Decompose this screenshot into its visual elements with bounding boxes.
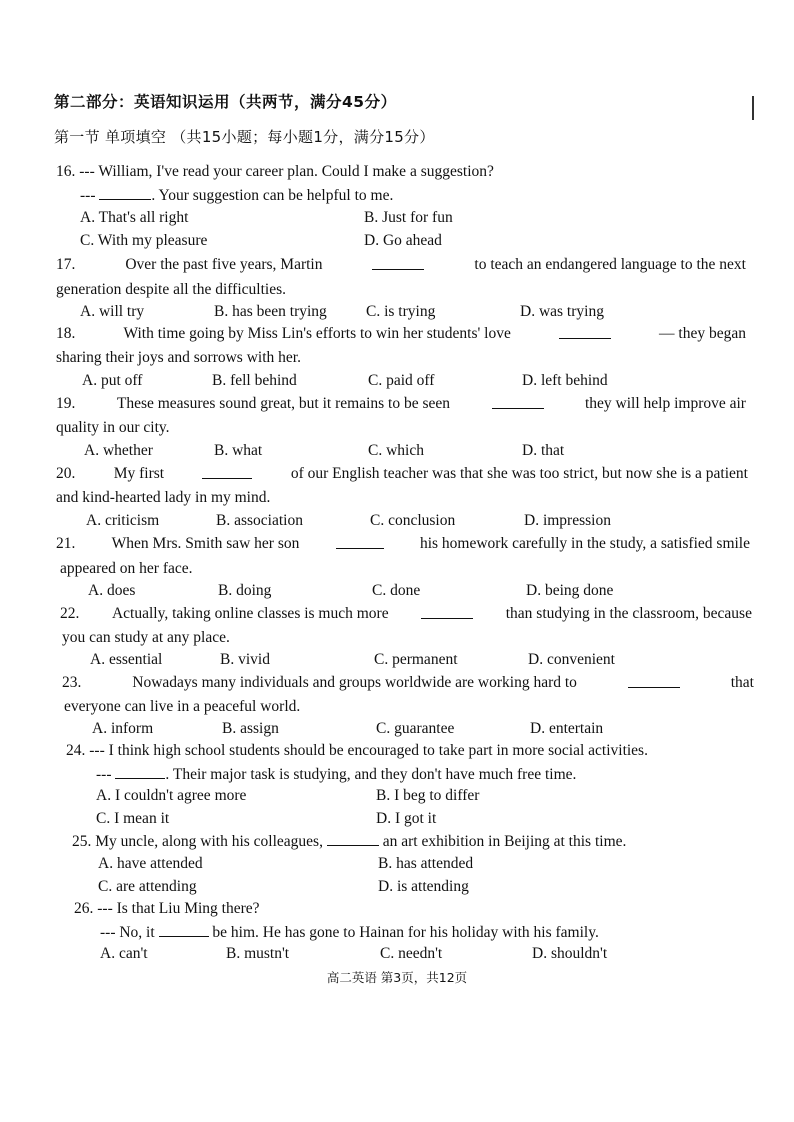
question-stem: These measures sound great, but it remains to be seen xyxy=(116,395,451,412)
option-a: A. whether xyxy=(84,442,153,459)
option-a: A. will try xyxy=(80,303,145,320)
question-stem: his homework carefully in the study, a satisfied smile xyxy=(419,535,750,552)
option-b: B. I beg to differ xyxy=(376,787,480,804)
question-23-line-1 xyxy=(62,673,754,693)
option-b: B. doing xyxy=(218,582,272,599)
question-number: 21. xyxy=(56,535,76,552)
option-d: D. was trying xyxy=(520,303,604,320)
question-17-line-1 xyxy=(56,255,746,275)
question-22-line-1 xyxy=(60,604,752,624)
option-c: C. With my pleasure xyxy=(80,232,208,249)
question-stem: --- Is that Liu Ming there? xyxy=(97,900,260,917)
answer-blank xyxy=(421,604,473,619)
question-stem: Actually, taking online classes is much more xyxy=(111,605,389,622)
question-number: 17. xyxy=(56,256,76,273)
question-stem: When Mrs. Smith saw her son xyxy=(111,535,300,552)
question-16-line-2 xyxy=(80,185,393,206)
question-23-line-2: everyone can live in a peaceful world. xyxy=(64,698,301,715)
question-20-line-1 xyxy=(56,464,748,484)
option-d: D. convenient xyxy=(528,651,615,668)
answer-blank xyxy=(327,831,379,846)
answer-blank xyxy=(202,464,252,479)
question-26-line-1 xyxy=(74,899,260,919)
answer-blank xyxy=(159,922,209,937)
question-stem: they will help improve air xyxy=(584,395,746,412)
question-stem: --- xyxy=(80,187,100,204)
question-20-line-2: and kind-hearted lady in my mind. xyxy=(56,489,271,506)
option-d: D. entertain xyxy=(530,720,604,737)
option-d: D. that xyxy=(522,442,565,459)
question-stem: . Their major task is studying, and they don't have much free time. xyxy=(165,766,577,783)
option-d: D. impression xyxy=(524,512,611,529)
answer-blank xyxy=(372,255,424,270)
answer-blank xyxy=(115,764,165,779)
option-d: D. left behind xyxy=(522,372,608,389)
question-25-line-1 xyxy=(72,831,626,852)
question-24-line-1 xyxy=(66,741,648,761)
question-stem: an art exhibition in Beijing at this time. xyxy=(382,833,627,850)
option-d: D. shouldn't xyxy=(532,945,608,962)
question-stem: than studying in the classroom, because xyxy=(505,605,752,622)
option-c: C. which xyxy=(368,442,424,459)
option-b: B. Just for fun xyxy=(364,209,453,226)
section-title: 第一节 单项填空 （共15小题；每小题1分，满分15分） xyxy=(54,128,435,146)
page-footer: 高二英语 第3页，共12页 xyxy=(326,970,468,985)
question-number: 16. xyxy=(56,163,76,180)
question-stem: Nowadays many individuals and groups worldwide are working hard to xyxy=(132,674,577,691)
question-stem: --- No, it xyxy=(100,924,155,941)
option-a: A. That's all right xyxy=(80,209,189,226)
option-b: B. association xyxy=(216,512,303,529)
part-title: 第二部分：英语知识运用（共两节，满分45分） xyxy=(54,93,397,111)
option-d: D. I got it xyxy=(376,810,437,827)
option-b: B. what xyxy=(214,442,263,459)
option-b: B. vivid xyxy=(220,651,270,668)
question-stem: --- I think high school students should be encouraged to take part in more social activities. xyxy=(89,742,648,759)
option-a: A. criticism xyxy=(86,512,160,529)
question-number: 25. xyxy=(72,833,92,850)
question-17-line-2: generation despite all the difficulties. xyxy=(56,281,286,298)
option-d: D. Go ahead xyxy=(364,232,442,249)
answer-blank xyxy=(336,534,384,549)
question-stem: With time going by Miss Lin's efforts to win her students' love xyxy=(123,325,511,342)
answer-blank xyxy=(559,324,611,339)
question-26-line-2 xyxy=(100,922,599,943)
question-number: 20. xyxy=(56,465,76,482)
option-c: C. done xyxy=(372,582,421,599)
question-22-line-2: you can study at any place. xyxy=(62,629,230,646)
option-c: C. needn't xyxy=(380,945,443,962)
question-16-line-1 xyxy=(56,162,494,182)
option-b: B. has attended xyxy=(378,855,474,872)
option-c: C. is trying xyxy=(366,303,436,320)
option-c: C. paid off xyxy=(368,372,435,389)
question-stem: My uncle, along with his colleagues, xyxy=(95,833,323,850)
option-c: C. I mean it xyxy=(96,810,170,827)
option-a: A. I couldn't agree more xyxy=(96,787,247,804)
question-stem: . Your suggestion can be helpful to me. xyxy=(151,187,394,204)
option-c: C. are attending xyxy=(98,878,197,895)
option-d: D. is attending xyxy=(378,878,469,895)
question-21-line-1 xyxy=(56,534,750,554)
question-stem: of our English teacher was that she was too strict, but now she is a patient xyxy=(290,465,748,482)
question-number: 18. xyxy=(56,325,76,342)
question-19-line-1 xyxy=(56,394,746,414)
answer-blank xyxy=(628,673,680,688)
question-18-line-2: sharing their joys and sorrows with her. xyxy=(56,349,301,366)
question-stem: --- xyxy=(96,766,112,783)
option-c: C. permanent xyxy=(374,651,458,668)
option-c: C. conclusion xyxy=(370,512,456,529)
question-stem: that xyxy=(730,674,754,691)
option-a: A. does xyxy=(88,582,136,599)
answer-blank xyxy=(492,394,544,409)
option-b: B. fell behind xyxy=(212,372,297,389)
option-b: B. mustn't xyxy=(226,945,290,962)
question-number: 26. xyxy=(74,900,94,917)
question-stem: to teach an endangered language to the next xyxy=(474,256,746,273)
answer-blank xyxy=(99,185,151,200)
question-18-line-1 xyxy=(56,324,746,344)
option-a: A. put off xyxy=(82,372,143,389)
question-number: 19. xyxy=(56,395,76,412)
question-number: 22. xyxy=(60,605,80,622)
option-a: A. have attended xyxy=(98,855,203,872)
question-number: 24. xyxy=(66,742,86,759)
question-stem: My first xyxy=(113,465,165,482)
question-stem: --- William, I've read your career plan. Could I make a suggestion? xyxy=(79,163,494,180)
option-c: C. guarantee xyxy=(376,720,455,737)
option-a: A. inform xyxy=(92,720,154,737)
option-b: B. assign xyxy=(222,720,279,737)
question-stem: Over the past five years, Martin xyxy=(125,256,323,273)
option-a: A. can't xyxy=(100,945,148,962)
option-a: A. essential xyxy=(90,651,163,668)
question-stem: be him. He has gone to Hainan for his holiday with his family. xyxy=(212,924,599,941)
question-21-line-2: appeared on her face. xyxy=(60,560,193,577)
question-24-line-2 xyxy=(96,764,576,785)
question-number: 23. xyxy=(62,674,82,691)
question-19-line-2: quality in our city. xyxy=(56,419,170,436)
question-stem: — they began xyxy=(659,325,746,342)
option-d: D. being done xyxy=(526,582,614,599)
option-b: B. has been trying xyxy=(214,303,327,320)
